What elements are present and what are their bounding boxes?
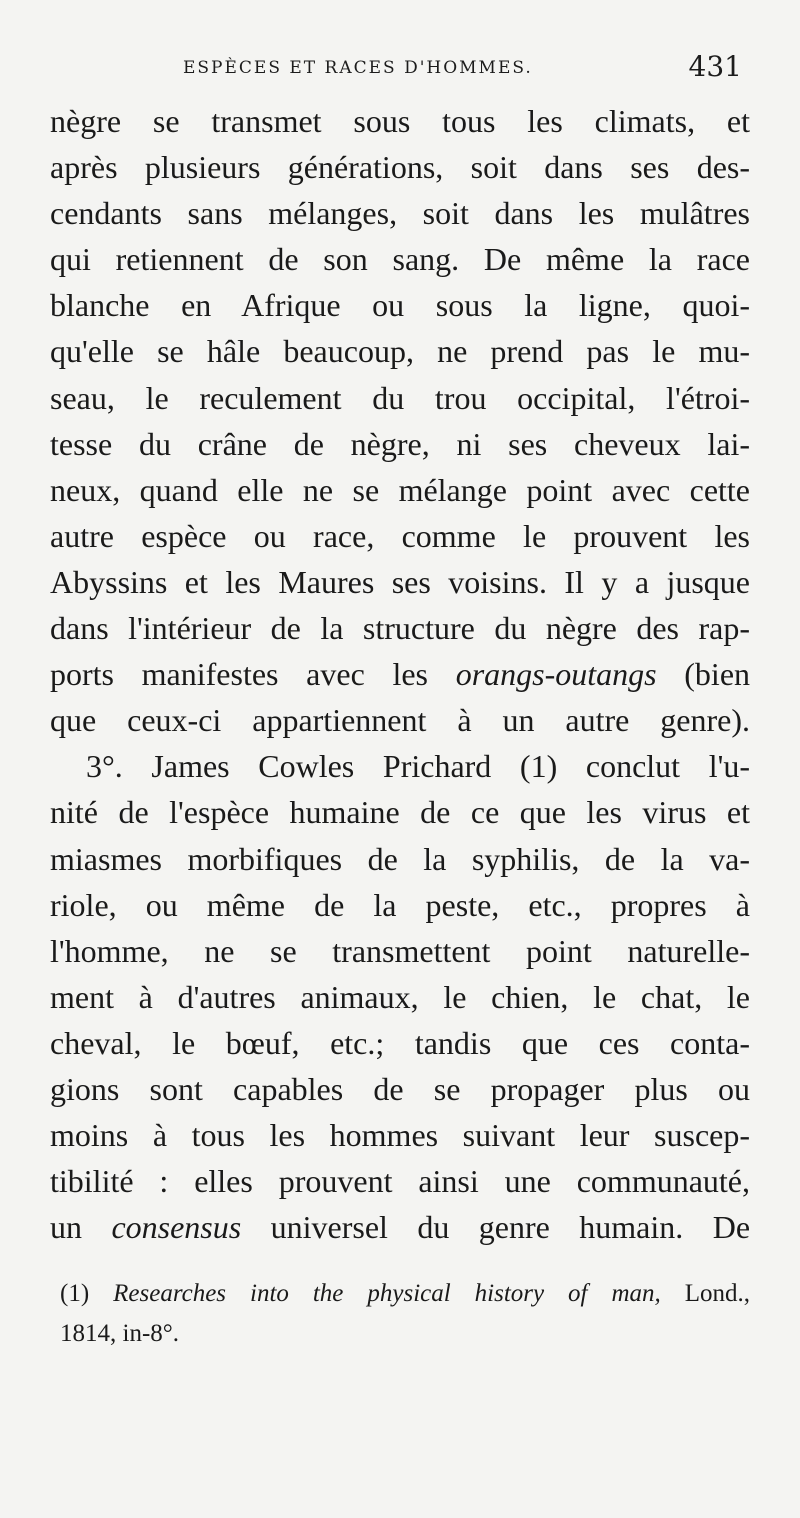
text-line: moins à tous les hommes suivant leur suscep-: [50, 1117, 750, 1154]
text-segment: un: [50, 1209, 82, 1246]
text-line: [50, 1204, 750, 1250]
text-line: [50, 651, 750, 697]
text-line: cheval, le bœuf, etc.; tandis que ces conta-: [50, 1024, 750, 1061]
text-line: riole, ou même de la peste, etc., propres à: [50, 886, 750, 923]
footnote-marker: (1): [60, 1280, 90, 1307]
italic-term: orangs-outangs: [455, 656, 657, 693]
footnote: [50, 1274, 750, 1354]
text-line: autre espèce ou race, comme le prouvent les: [50, 517, 750, 554]
text-line: après plusieurs générations, soit dans ses des-: [50, 149, 750, 186]
text-segment: (bien: [684, 656, 750, 693]
text-line: l'homme, ne se transmettent point naturelle-: [50, 932, 750, 969]
text-line: blanche en Afrique ou sous la ligne, quoi-: [50, 287, 750, 324]
text-line: nité de l'espèce humaine de ce que les virus et: [50, 794, 750, 831]
text-segment: ports manifestes avec les: [50, 656, 429, 693]
body-text: [50, 98, 750, 1250]
footnote-line: 1814, in-8°.: [60, 1320, 180, 1347]
text-line: seau, le reculement du trou occipital, l'étroi-: [50, 379, 750, 416]
footnote-place: Lond.,: [684, 1280, 751, 1307]
text-line: nègre se transmet sous tous les climats, et: [50, 103, 750, 139]
text-line: miasmes morbifiques de la syphilis, de la va-: [50, 840, 750, 877]
text-line: Abyssins et les Maures ses voisins. Il y a jusque: [50, 563, 750, 600]
page-header: [0, 50, 800, 90]
page-number: 431: [688, 50, 742, 83]
text-line: dans l'intérieur de la structure du nègre des rap-: [50, 610, 750, 647]
footnote-title: Researches into the physical history of man,: [113, 1280, 661, 1307]
text-line: tibilité : elles prouvent ainsi une communauté,: [50, 1163, 750, 1200]
text-segment: universel du genre humain. De: [270, 1209, 750, 1246]
text-line: qu'elle se hâle beaucoup, ne prend pas le mu-: [50, 333, 750, 370]
text-line: cendants sans mélanges, soit dans les mulâtres: [50, 195, 750, 232]
text-line: 3°. James Cowles Prichard (1) conclut l'u-: [86, 748, 750, 785]
italic-term: consensus: [111, 1209, 242, 1246]
text-line: tesse du crâne de nègre, ni ses cheveux lai-: [50, 425, 750, 462]
text-line: neux, quand elle ne se mélange point avec cette: [50, 471, 750, 508]
text-line: que ceux-ci appartiennent à un autre genre).: [50, 702, 750, 739]
footnote-line: [50, 1274, 750, 1314]
text-line: gions sont capables de se propager plus ou: [50, 1070, 750, 1107]
running-head: ESPÈCES ET RACES D'HOMMES.: [183, 58, 533, 78]
text-line: qui retiennent de son sang. De même la race: [50, 241, 750, 278]
text-line: ment à d'autres animaux, le chien, le chat, le: [50, 978, 750, 1015]
